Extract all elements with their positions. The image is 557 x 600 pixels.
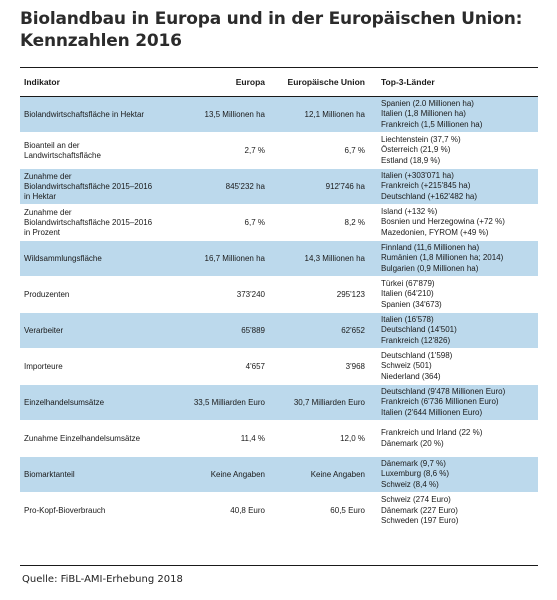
table-row	[20, 349, 538, 385]
indicator-cell: Biolandwirtschaftsfläche in Hektar	[20, 97, 162, 133]
header-indicator: Indikator	[20, 68, 162, 97]
europe-value-cell: 11,4 %	[162, 421, 271, 457]
table-bottom-rule	[20, 565, 538, 566]
top3-country-entry: Dänemark (227 Euro)	[381, 505, 458, 515]
top3-country-entry: Estland (18,9 %)	[381, 155, 441, 165]
top3-country-entry: Deutschland (1'598)	[381, 350, 453, 360]
europe-value-cell: 13,5 Millionen ha	[162, 97, 271, 133]
table-row	[20, 97, 538, 133]
top3-country-entry: Spanien (34'673)	[381, 299, 442, 309]
top3-country-entry: Bosnien und Herzegowina (+72 %)	[381, 217, 505, 227]
top3-countries-cell	[371, 313, 538, 349]
header-top3: Top-3-Länder	[371, 68, 538, 97]
table-row	[20, 385, 538, 421]
top3-countries-cell	[371, 241, 538, 277]
top3-countries-cell	[371, 421, 538, 457]
top3-countries-cell	[371, 205, 538, 241]
top3-country-entry: Rumänien (1,8 Millionen ha; 2014)	[381, 253, 504, 263]
top3-country-entry: Italien (2'644 Millionen Euro)	[381, 407, 483, 417]
top3-country-entry: Deutschland (+162'482 ha)	[381, 191, 478, 201]
key-figures-table	[20, 68, 538, 529]
eu-value-cell: 14,3 Millionen ha	[271, 241, 371, 277]
eu-value-cell: 12,1 Millionen ha	[271, 97, 371, 133]
table-row	[20, 169, 538, 205]
top3-country-entry: Frankreich (12'826)	[381, 335, 451, 345]
header-europe: Europa	[162, 68, 271, 97]
indicator-cell: Wildsammlungsfläche	[20, 241, 162, 277]
top3-country-entry: Italien (64'210)	[381, 289, 434, 299]
top3-country-entry: Italien (+303'071 ha)	[381, 170, 454, 180]
indicator-cell: Bioanteil an der Landwirtschaftsfläche	[20, 133, 162, 169]
top3-country-entry: Niederland (364)	[381, 371, 441, 381]
table-header-row	[20, 68, 538, 97]
indicator-cell: Biomarktanteil	[20, 457, 162, 493]
eu-value-cell: 30,7 Milliarden Euro	[271, 385, 371, 421]
top3-country-entry: Schweiz (501)	[381, 361, 432, 371]
europe-value-cell: 845'232 ha	[162, 169, 271, 205]
top3-country-entry: Frankreich (1,5 Millionen ha)	[381, 119, 483, 129]
indicator-cell: Produzenten	[20, 277, 162, 313]
eu-value-cell: 60,5 Euro	[271, 493, 371, 529]
eu-value-cell: 912'746 ha	[271, 169, 371, 205]
top3-countries-cell	[371, 277, 538, 313]
top3-country-entry: Türkei (67'879)	[381, 278, 435, 288]
eu-value-cell: 12,0 %	[271, 421, 371, 457]
eu-value-cell: 295'123	[271, 277, 371, 313]
source-note: Quelle: FiBL-AMI-Erhebung 2018	[22, 574, 183, 585]
top3-countries-cell	[371, 133, 538, 169]
table-row	[20, 205, 538, 241]
top3-country-entry: Mazedonien, FYROM (+49 %)	[381, 227, 489, 237]
europe-value-cell: 16,7 Millionen ha	[162, 241, 271, 277]
indicator-cell: Importeure	[20, 349, 162, 385]
top3-countries-cell	[371, 97, 538, 133]
indicator-cell: Verarbeiter	[20, 313, 162, 349]
table-row	[20, 241, 538, 277]
europe-value-cell: Keine Angaben	[162, 457, 271, 493]
eu-value-cell: 8,2 %	[271, 205, 371, 241]
top3-country-entry: Schweiz (8,4 %)	[381, 479, 439, 489]
top3-country-entry: Deutschland (9'478 Millionen Euro)	[381, 386, 506, 396]
indicator-cell: Pro-Kopf-Bioverbrauch	[20, 493, 162, 529]
top3-country-entry: Liechtenstein (37,7 %)	[381, 134, 461, 144]
top3-country-entry: Dänemark (9,7 %)	[381, 458, 446, 468]
page-title: Biolandbau in Europa und in der Europäischen Union: Kennzahlen 2016	[20, 9, 523, 51]
top3-countries-cell	[371, 457, 538, 493]
top3-country-entry: Luxemburg (8,6 %)	[381, 469, 450, 479]
top3-country-entry: Frankreich und Irland (22 %)	[381, 428, 483, 437]
eu-value-cell: 6,7 %	[271, 133, 371, 169]
europe-value-cell: 33,5 Milliarden Euro	[162, 385, 271, 421]
europe-value-cell: 6,7 %	[162, 205, 271, 241]
indicator-cell: Zunahme der Biolandwirtschaftsfläche 2015–2016 in Prozent	[20, 205, 162, 241]
top3-country-entry: Schweden (197 Euro)	[381, 516, 459, 525]
top3-country-entry: Österreich (21,9 %)	[381, 145, 451, 155]
europe-value-cell: 373'240	[162, 277, 271, 313]
top3-country-entry: Spanien (2.0 Millionen ha)	[381, 98, 474, 108]
top3-country-entry: Finnland (11,6 Millionen ha)	[381, 242, 480, 252]
europe-value-cell: 2,7 %	[162, 133, 271, 169]
top3-country-entry: Italien (1,8 Millionen ha)	[381, 109, 466, 119]
eu-value-cell: Keine Angaben	[271, 457, 371, 493]
top3-country-entry: Deutschland (14'501)	[381, 325, 457, 335]
header-eu: Europäische Union	[271, 68, 371, 97]
top3-countries-cell	[371, 493, 538, 529]
indicator-cell: Zunahme Einzelhandelsumsätze	[20, 421, 162, 457]
top3-countries-cell	[371, 385, 538, 421]
top3-countries-cell	[371, 349, 538, 385]
table-body	[20, 97, 538, 529]
europe-value-cell: 4'657	[162, 349, 271, 385]
top3-country-entry: Island (+132 %)	[381, 206, 438, 216]
europe-value-cell: 65'889	[162, 313, 271, 349]
top3-country-entry: Italien (16'578)	[381, 314, 434, 324]
top3-country-entry: Dänemark (20 %)	[381, 438, 444, 448]
eu-value-cell: 3'968	[271, 349, 371, 385]
table-row	[20, 133, 538, 169]
europe-value-cell: 40,8 Euro	[162, 493, 271, 529]
top3-countries-cell	[371, 169, 538, 205]
indicator-cell: Zunahme der Biolandwirtschaftsfläche 2015–2016 in Hektar	[20, 169, 162, 205]
table-row	[20, 277, 538, 313]
table-row	[20, 313, 538, 349]
eu-value-cell: 62'652	[271, 313, 371, 349]
top3-country-entry: Bulgarien (0,9 Millionen ha)	[381, 263, 479, 273]
top3-country-entry: Schweiz (274 Euro)	[381, 495, 451, 504]
top3-country-entry: Frankreich (+215'845 ha)	[381, 181, 471, 191]
table-row	[20, 457, 538, 493]
table-row	[20, 421, 538, 457]
top3-country-entry: Frankreich (6'736 Millionen Euro)	[381, 397, 499, 407]
table-row	[20, 493, 538, 529]
indicator-cell: Einzelhandelsumsätze	[20, 385, 162, 421]
